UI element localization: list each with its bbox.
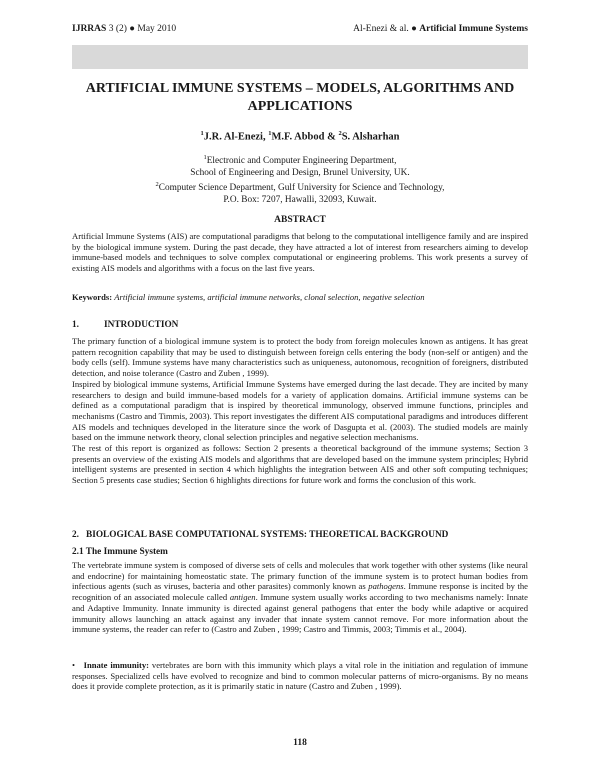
- keywords-label: Keywords:: [72, 292, 113, 302]
- bullet-label: Innate immunity:: [83, 660, 150, 670]
- affiliations: [72, 152, 528, 206]
- abstract-heading: ABSTRACT: [274, 215, 326, 225]
- bullet-text: vertebrates are born with this immunity which plays a vital role in the initiation and regulation of immune responses. Specialized cells have evolved to recognize and bind to common molecular patterns of micro-organisms. By no means does it provide complete protection, as it is primarily static in nature (Castro and Zuben , 1999).: [72, 660, 528, 692]
- section2-text-a: The vertebrate immune system is composed of diverse sets of cells and molecules that work together with other systems (like neural and endocrine) for maintaining homeostatic state. The primary function of the immune system is to protect human bodies from infectious agents (such as viruses, bacteria and other parasites) commonly known as: [72, 560, 528, 592]
- bullet-innate-immunity: [72, 660, 528, 692]
- paper-title-line1: ARTIFICIAL IMMUNE SYSTEMS – MODELS, ALGORITHMS AND: [85, 81, 515, 96]
- affiliation2-sup: 2: [155, 181, 159, 189]
- running-header-left: [72, 24, 176, 34]
- journal-name: IJRRAS: [72, 24, 107, 34]
- section1-body: [72, 336, 528, 486]
- bullet-mark: •: [72, 660, 76, 670]
- subsection-number: 2.1: [72, 547, 84, 557]
- affiliation-line1: [72, 152, 528, 168]
- keywords: [72, 292, 528, 302]
- running-header-right: [353, 24, 528, 34]
- section2-number: 2.: [72, 530, 79, 540]
- author1-sup: 1: [200, 130, 204, 137]
- subsection-heading: [72, 547, 168, 557]
- section2-heading: [72, 530, 448, 540]
- header-authors: Al-Enezi & al. ●: [353, 24, 417, 34]
- page-number: 118: [293, 738, 307, 748]
- affiliation-line4: P.O. Box: 7207, Hawalli, 32093, Kuwait.: [223, 194, 377, 205]
- author2-sup: 1: [268, 130, 272, 137]
- section1-number: 1.: [72, 320, 79, 330]
- term-antigen: antigen: [229, 592, 256, 603]
- abstract-text: Artificial Immune Systems (AIS) are computational paradigms that belong to the computational intelligence family and are inspired by the biological immune system. During the past decade, they have attracted a lot of interest from researchers aiming to develop immune-based models and techniques to solve complex computational or engineering problems. This work presents a survey of existing AIS models and algorithms with a focus on the last five years.: [72, 231, 528, 274]
- term-pathogens: pathogens: [368, 581, 404, 592]
- section2-text-b: . Immune response is incited by the recognition of an associated molecule called: [72, 581, 528, 603]
- affiliation-line3: [72, 179, 528, 195]
- header-band: [72, 45, 528, 69]
- author3-sup: 2: [338, 130, 342, 137]
- paper-title: [72, 80, 528, 116]
- affiliation1-text: Electronic and Computer Engineering Department,: [206, 156, 397, 167]
- section2-body: [72, 560, 528, 635]
- section1-paragraph1: The primary function of a biological immune system is to protect the body from foreign molecules known as antigens. It has great pattern recognition capability that may be used to distinguish between foreign cells entering the body (non-self or antigen) and the body cells (self). Immune systems have many characteristics such as uniqueness, autonomous, recognition of foreigners, distributed detection, and noise tolerance (Castro and Zuben , 1999).: [72, 336, 528, 379]
- journal-issue: 3 (2) ● May 2010: [108, 24, 177, 34]
- affiliation-line2: School of Engineering and Design, Brunel University, UK.: [190, 167, 410, 178]
- author-list: [72, 130, 528, 143]
- section2-title: BIOLOGICAL BASE COMPUTATIONAL SYSTEMS: THEORETICAL BACKGROUND: [86, 530, 449, 540]
- subsection-title: The Immune System: [85, 547, 168, 557]
- section1-heading: [72, 320, 178, 330]
- author3: S. Alsharhan: [341, 131, 400, 143]
- section2-text-c: . Immune system usually works according to two mechanisms namely: Innate and Adaptive Immunity. Innate immunity is directed against general pathogens that enter the body while adaptive or acquired immunity allows launching an attack against any invader that innate system cannot remove. For more information about the immune systems, the reader can refer to (Castro and Zuben , 1999; Castro and Timmis, 2003; Timmis et al., 2004).: [72, 592, 528, 635]
- affiliation1-sup: 1: [203, 154, 207, 161]
- header-short-title: Artificial Immune Systems: [419, 24, 528, 34]
- section2-paragraph1: [72, 560, 528, 635]
- affiliation2-text: Computer Science Department, Gulf University for Science and Technology,: [158, 183, 445, 194]
- author2: M.F. Abbod &: [271, 131, 339, 143]
- section1-paragraph2: Inspired by biological immune systems, Artificial Immune Systems have emerged during the last decade. They are incited by many researchers to design and build immune-based models for a variety of application domains. Artificial immune systems can be defined as a computational paradigm that is inspired by theoretical immunology, observed immune functions, principles and mechanisms (Castro and Timmis, 2003). This report investigates the different AIS computational paradigms and introduces different AIS models and techniques developed in the literature since the work of Dasgupta et al. (2003). The studied models are mainly based on the immune network theory, clonal selection principles and negative selection mechanisms.: [72, 378, 528, 443]
- paper-title-line2: APPLICATIONS: [247, 99, 353, 114]
- section1-title: INTRODUCTION: [104, 320, 179, 330]
- section1-paragraph3: The rest of this report is organized as follows: Section 2 presents a theoretical background of the immune systems; Section 3 presents an overview of the existing AIS models and algorithms that are developed based on the immune system principles; Hybrid intelligent systems are presented in section 4 which highlights the integration between AIS and other soft computing techniques; Section 5 presents case studies; Section 6 highlights directions for future work and forms the conclusion of this work.: [72, 443, 528, 486]
- author1: J.R. Al-Enezi,: [203, 131, 269, 143]
- keywords-text: Artificial immune systems, artificial immune networks, clonal selection, negative selection: [114, 292, 425, 302]
